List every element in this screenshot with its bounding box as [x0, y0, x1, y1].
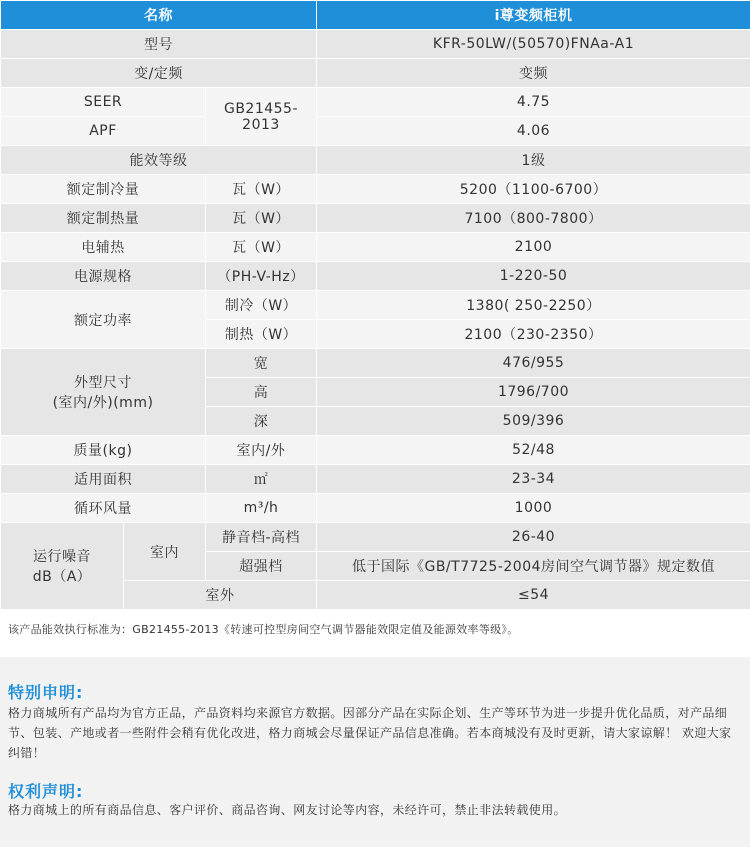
table-row [1, 146, 750, 175]
row-label: 额定制热量 [1, 204, 206, 233]
row-label: 电源规格 [1, 262, 206, 291]
row-unit: 瓦（W） [206, 204, 317, 233]
row-value: 52/48 [317, 436, 750, 465]
row-value: 5200（1100-6700） [317, 175, 750, 204]
row-value: 1000 [317, 494, 750, 523]
row-unit: 宽 [206, 349, 317, 378]
table-row [1, 233, 750, 262]
row-unit: m³/h [206, 494, 317, 523]
row-unit: 瓦（W） [206, 175, 317, 204]
noise-label [1, 523, 124, 610]
row-label: 适用面积 [1, 465, 206, 494]
row-value: 2100（230-2350） [317, 320, 750, 349]
table-row [1, 349, 750, 378]
row-label: 能效等级 [1, 146, 317, 175]
row-value: 1796/700 [317, 378, 750, 407]
row-unit: 瓦（W） [206, 233, 317, 262]
row-unit: ㎡ [206, 465, 317, 494]
row-label: SEER [1, 88, 206, 117]
header-name: 名称 [1, 1, 317, 30]
row-label: APF [1, 117, 206, 146]
row-unit: 室内/外 [206, 436, 317, 465]
row-value: 1级 [317, 146, 750, 175]
row-value: 26-40 [317, 523, 750, 552]
noise-label-line1: 运行噪音 [33, 549, 91, 565]
row-label: 额定功率 [1, 291, 206, 349]
statement-title: 特别申明: [8, 683, 84, 702]
dimensions-label [1, 349, 206, 436]
table-row [1, 30, 750, 59]
header-model-name: i尊变频柜机 [317, 1, 750, 30]
row-value: 476/955 [317, 349, 750, 378]
table-row [1, 523, 750, 552]
row-value: 1380( 250-2250） [317, 291, 750, 320]
row-value: 509/396 [317, 407, 750, 436]
row-unit: 静音档-高档 [206, 523, 317, 552]
table-row [1, 175, 750, 204]
table-row [1, 262, 750, 291]
row-value: KFR-50LW/(50570)FNAa-A1 [317, 30, 750, 59]
table-header-row [1, 1, 750, 30]
row-label: 型号 [1, 30, 317, 59]
energy-standard-note: 该产品能效执行标准为：GB21455-2013《转速可控型房间空气调节器能效限定值及能源效率等级》。 [8, 623, 519, 636]
row-value: 低于国际《GB/T7725-2004房间空气调节器》规定数值 [317, 552, 750, 581]
statement-text: 格力商城所有产品均为官方正品，产品资料均来源官方数据。因部分产品在实际企划、生产等环节为进一步提升优化品质，对产品细节、包装、产地或者一些附件会稍有优化改进，格力商城会尽量保证产品信息准确。若本商城没有及时更新，请大家谅解！ 欢迎大家纠错！ [8, 706, 732, 760]
row-unit: 超强档 [206, 552, 317, 581]
row-unit: 制热（W） [206, 320, 317, 349]
table-row [1, 88, 750, 117]
row-label: 循环风量 [1, 494, 206, 523]
noise-label-line2: dB（A） [32, 569, 92, 585]
table-row [1, 117, 750, 146]
row-unit: （PH-V-Hz） [206, 262, 317, 291]
row-value: 4.06 [317, 117, 750, 146]
table-row [1, 204, 750, 233]
rights-title: 权利声明: [8, 782, 84, 801]
standard-cell: GB21455-2013 [206, 88, 317, 146]
row-value: 1-220-50 [317, 262, 750, 291]
row-unit: 制冷（W） [206, 291, 317, 320]
row-value: 变频 [317, 59, 750, 88]
table-row [1, 465, 750, 494]
row-value: 4.75 [317, 88, 750, 117]
row-value: ≤54 [317, 581, 750, 610]
table-row [1, 494, 750, 523]
dimensions-label-line2: (室内/外)(mm) [52, 395, 154, 411]
row-label: 额定制冷量 [1, 175, 206, 204]
rights-text: 格力商城上的所有商品信息、客户评价、商品咨询、网友讨论等内容，未经许可，禁止非法转载使用。 [8, 803, 567, 817]
row-label: 质量(kg) [1, 436, 206, 465]
noise-outdoor-label: 室外 [124, 581, 317, 610]
table-row [1, 436, 750, 465]
row-value: 23-34 [317, 465, 750, 494]
row-label: 变/定频 [1, 59, 317, 88]
row-value: 2100 [317, 233, 750, 262]
table-row [1, 59, 750, 88]
dimensions-label-line1: 外型尺寸 [74, 375, 132, 391]
noise-indoor-label: 室内 [124, 523, 206, 581]
row-unit: 深 [206, 407, 317, 436]
row-value: 7100（800-7800） [317, 204, 750, 233]
table-row [1, 291, 750, 320]
footer-section [0, 657, 750, 847]
row-label: 电辅热 [1, 233, 206, 262]
row-unit: 高 [206, 378, 317, 407]
